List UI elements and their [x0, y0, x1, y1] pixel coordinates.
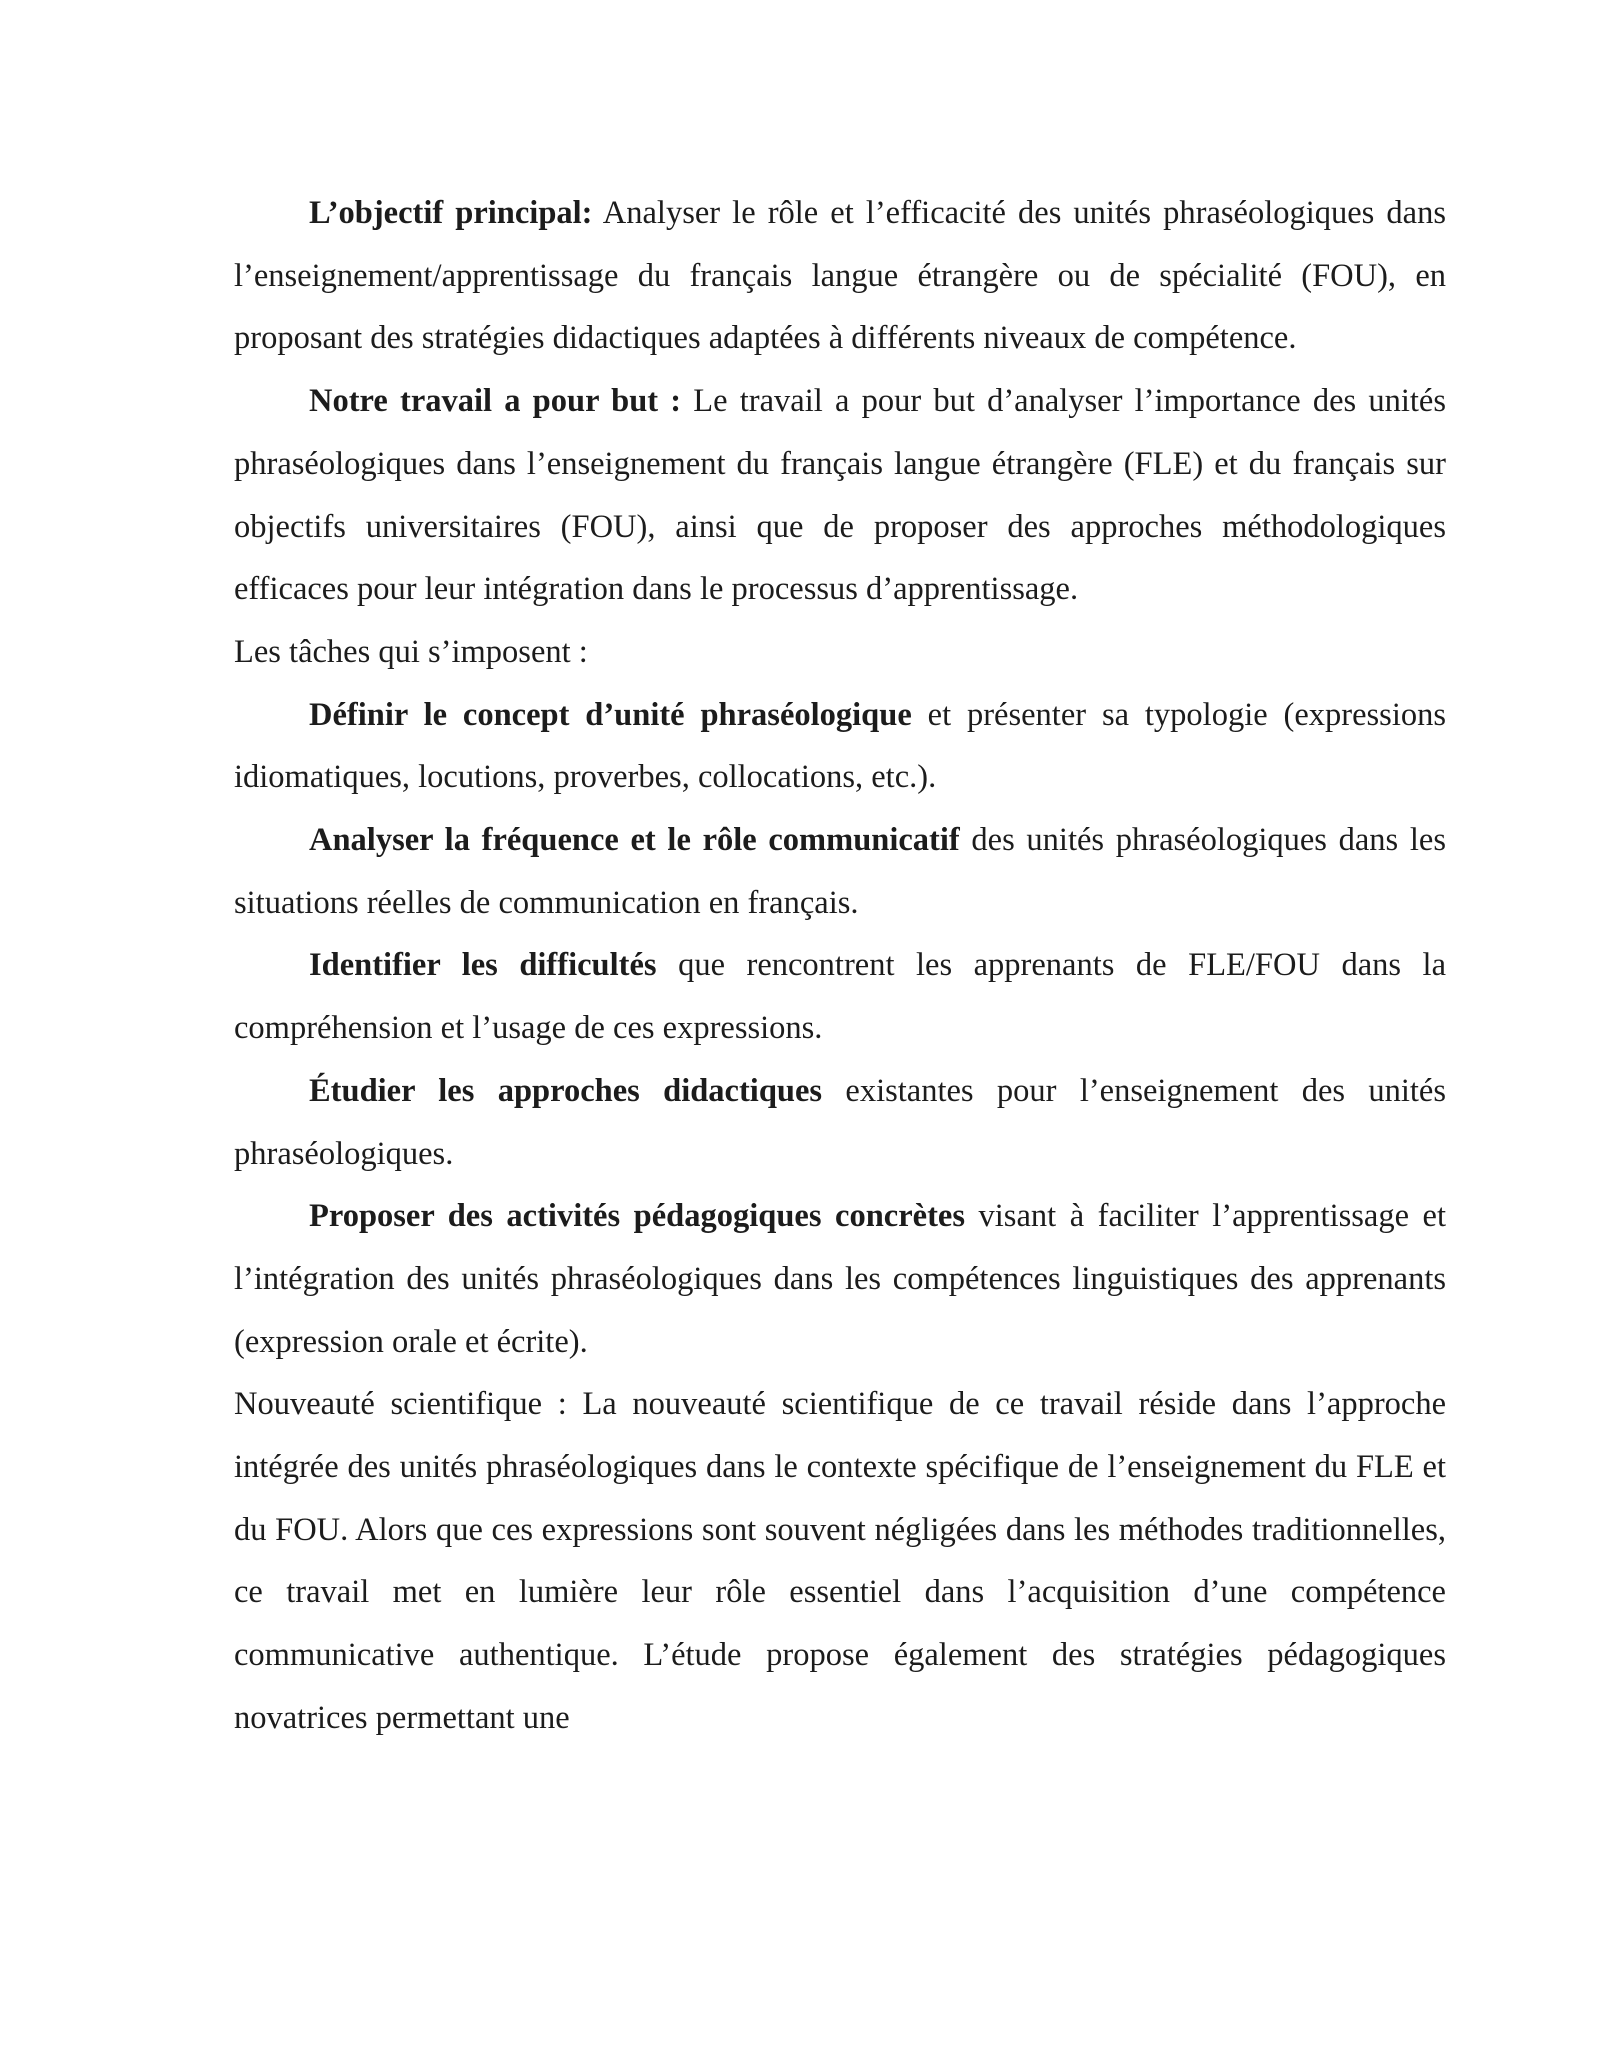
text-task-propose: visant à faciliter l’apprentissage et l’intégration des unités phraséologiques dans les compétences linguistiques des apprenants (expression orale et écrite). [234, 1198, 1446, 1360]
paragraph-main-objective [234, 182, 1446, 370]
heading-task-define: Définir le concept d’unité phraséologique [309, 696, 912, 733]
text-task-analyze: des unités phraséologiques dans les situations réelles de communication en français. [234, 822, 1446, 921]
paragraph-work-goal [234, 370, 1446, 621]
paragraph-tasks-intro [234, 621, 1446, 684]
heading-main-objective: L’objectif principal: [309, 195, 593, 231]
paragraph-task-define [234, 684, 1446, 809]
heading-task-propose: Proposer des activités pédagogiques concrètes [309, 1198, 965, 1235]
text-task-define: et présenter sa typologie (expressions idiomatiques, locutions, proverbes, collocations, etc.). [234, 696, 1447, 796]
paragraph-task-identify [234, 934, 1446, 1059]
paragraph-task-analyze [234, 809, 1446, 934]
paragraph-task-propose [234, 1185, 1446, 1373]
heading-task-analyze: Analyser la fréquence et le rôle communicatif [309, 822, 960, 859]
paragraph-scientific-novelty [234, 1373, 1446, 1749]
heading-work-goal: Notre travail a pour but : [309, 383, 682, 420]
text-task-study: existantes pour l’enseignement des unités phraséologiques. [234, 1072, 1446, 1172]
text-task-identify: que rencontrent les apprenants de FLE/FOU dans la compréhension et l’usage de ces expressions. [234, 947, 1447, 1047]
document-page [234, 182, 1446, 1750]
text-main-objective: Analyser le rôle et l’efficacité des unités phraséologiques dans l’enseignement/apprentissage du français langue étrangère ou de spécialité (FOU), en proposant des stratégies didactiques adaptées à différents niveaux de compétence. [234, 195, 1446, 357]
text-work-goal: Le travail a pour but d’analyser l’importance des unités phraséologiques dans l’enseignement du français langue étrangère (FLE) et du français sur objectifs universitaires (FOU), ainsi que de proposer des approches méthodologiques efficaces pour leur intégration dans le processus d’apprentissage. [234, 383, 1446, 608]
text-scientific-novelty: Nouveauté scientifique : La nouveauté scientifique de ce travail réside dans l’approche intégrée des unités phraséologiques dans le contexte spécifique de l’enseignement du FLE et du FOU. Alors que ces expressions sont souvent négligées dans les méthodes traditionnelles, ce travail met en lumière leur rôle essentiel dans l’acquisition d’une compétence communicative authentique. L’étude propose également des stratégies pédagogiques novatrices permettant une [234, 1386, 1446, 1736]
paragraph-task-study [234, 1060, 1446, 1185]
text-tasks-intro: Les tâches qui s’imposent : [234, 633, 588, 670]
heading-task-identify: Identifier les difficultés [309, 947, 657, 984]
heading-task-study: Étudier les approches didactiques [309, 1072, 823, 1109]
